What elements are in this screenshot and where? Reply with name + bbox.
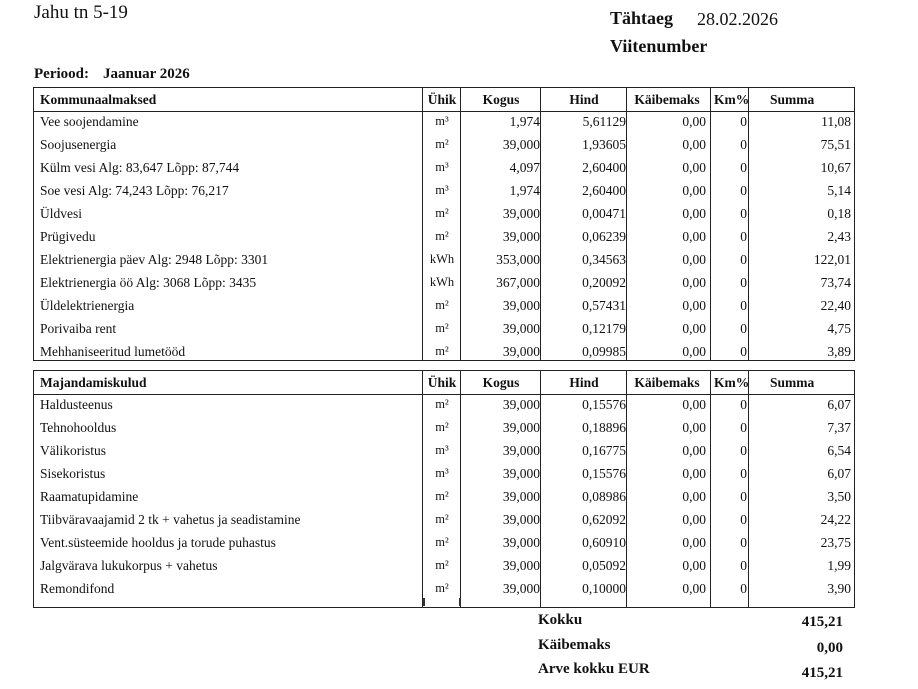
item-vat: 0,00 — [682, 443, 706, 458]
item-quantity: 39,000 — [502, 229, 540, 244]
item-price: 0,62092 — [582, 512, 626, 527]
total-label: Kokku — [538, 612, 583, 628]
item-km-percent: 0 — [740, 206, 747, 221]
table-row — [34, 508, 854, 531]
item-km-percent: 0 — [740, 183, 747, 198]
item-unit: m² — [435, 512, 449, 526]
item-sum: 75,51 — [820, 137, 851, 152]
item-unit: m² — [435, 321, 449, 335]
item-vat: 0,00 — [682, 397, 706, 412]
item-price: 0,09985 — [582, 344, 626, 359]
item-unit: m² — [435, 489, 449, 503]
totals-divider — [33, 607, 855, 608]
item-unit: m² — [435, 535, 449, 549]
column-header-km-percent: Km% — [714, 92, 750, 107]
item-unit: m² — [435, 420, 449, 434]
item-unit: m³ — [435, 160, 449, 174]
table-row — [34, 577, 854, 600]
item-unit: kWh — [429, 275, 455, 289]
item-vat: 0,00 — [682, 489, 706, 504]
item-name: Külm vesi Alg: 83,647 Lõpp: 87,744 — [40, 160, 240, 175]
item-sum: 5,14 — [827, 183, 851, 198]
item-quantity: 39,000 — [502, 558, 540, 573]
item-price: 2,60400 — [582, 183, 626, 198]
item-quantity: 1,974 — [509, 183, 540, 198]
reference-number-label: Viitenumber — [610, 36, 708, 56]
item-quantity: 39,000 — [502, 137, 540, 152]
item-km-percent: 0 — [740, 489, 747, 504]
table-row — [34, 179, 854, 202]
item-price: 0,18896 — [582, 420, 626, 435]
apartment-address: Jahu tn 5-19 — [34, 2, 128, 23]
item-sum: 6,07 — [827, 397, 851, 412]
total-value: 415,21 — [801, 614, 843, 630]
item-sum: 10,67 — [820, 160, 851, 175]
item-vat: 0,00 — [682, 581, 706, 596]
item-unit: m³ — [435, 443, 449, 457]
item-price: 0,15576 — [582, 466, 626, 481]
item-quantity: 4,097 — [509, 160, 540, 175]
management-header-row — [34, 371, 854, 394]
item-km-percent: 0 — [740, 535, 747, 550]
item-name: Tiibväravaajamid 2 tk + vahetus ja seadistamine — [40, 512, 301, 527]
item-sum: 4,75 — [827, 321, 851, 336]
utilities-table — [33, 87, 855, 361]
column-header-unit: Ühik — [427, 92, 457, 107]
item-price: 0,10000 — [582, 581, 626, 596]
item-sum: 2,43 — [827, 229, 851, 244]
item-sum: 6,07 — [827, 466, 851, 481]
item-km-percent: 0 — [740, 298, 747, 313]
table-row — [34, 202, 854, 225]
item-km-percent: 0 — [740, 443, 747, 458]
item-quantity: 39,000 — [502, 206, 540, 221]
item-name: Prügivedu — [40, 229, 96, 244]
item-km-percent: 0 — [740, 466, 747, 481]
item-unit: m² — [435, 229, 449, 243]
item-price: 0,16775 — [582, 443, 626, 458]
period-label: Periood: — [34, 66, 89, 82]
item-name: Elektrienergia päev Alg: 2948 Lõpp: 3301 — [40, 252, 269, 267]
column-tick-mid — [459, 598, 461, 606]
item-km-percent: 0 — [740, 558, 747, 573]
item-name: Soojusenergia — [40, 137, 117, 152]
item-price: 0,34563 — [582, 252, 626, 267]
item-vat: 0,00 — [682, 512, 706, 527]
item-price: 0,60910 — [582, 535, 626, 550]
item-unit: m² — [435, 206, 449, 220]
item-quantity: 39,000 — [502, 298, 540, 313]
item-vat: 0,00 — [682, 558, 706, 573]
table-row — [34, 133, 854, 156]
column-header-price: Hind — [569, 375, 599, 390]
item-price: 0,00471 — [582, 206, 626, 221]
item-name: Raamatupidamine — [40, 489, 139, 504]
item-vat: 0,00 — [682, 321, 706, 336]
table-row — [34, 110, 854, 133]
due-date-value: 28.02.2026 — [697, 9, 778, 29]
item-name: Sisekoristus — [40, 466, 106, 481]
item-price: 0,57431 — [582, 298, 626, 313]
management-title: Majandamiskulud — [40, 375, 147, 390]
table-row — [34, 294, 854, 317]
item-km-percent: 0 — [740, 420, 747, 435]
table-row — [34, 317, 854, 340]
table-row — [34, 340, 854, 363]
item-vat: 0,00 — [682, 229, 706, 244]
table-row — [34, 485, 854, 508]
table-row — [34, 225, 854, 248]
item-vat: 0,00 — [682, 275, 706, 290]
item-name: Vee soojendamine — [40, 114, 139, 129]
item-price: 0,20092 — [582, 275, 626, 290]
utilities-header-row — [34, 88, 854, 111]
item-name: Üldvesi — [40, 206, 82, 221]
item-quantity: 39,000 — [502, 420, 540, 435]
grand-total-label: Arve kokku EUR — [538, 661, 650, 677]
item-unit: m² — [435, 137, 449, 151]
item-sum: 7,37 — [827, 420, 851, 435]
table-row — [34, 439, 854, 462]
item-quantity: 39,000 — [502, 512, 540, 527]
column-header-vat: Käibemaks — [634, 375, 700, 390]
due-date-label: Tähtaeg — [610, 8, 673, 28]
item-vat: 0,00 — [682, 344, 706, 359]
item-name: Porivaiba rent — [40, 321, 117, 336]
item-sum: 11,08 — [821, 114, 851, 129]
utilities-title: Kommunaalmaksed — [40, 92, 157, 107]
item-km-percent: 0 — [740, 229, 747, 244]
item-name: Tehnohooldus — [40, 420, 117, 435]
item-name: Elektrienergia öö Alg: 3068 Lõpp: 3435 — [40, 275, 257, 290]
item-quantity: 39,000 — [502, 489, 540, 504]
item-price: 0,08986 — [582, 489, 626, 504]
item-quantity: 39,000 — [502, 397, 540, 412]
column-header-price: Hind — [569, 92, 599, 107]
item-quantity: 39,000 — [502, 535, 540, 550]
vat-total-value: 0,00 — [816, 640, 843, 656]
item-name: Haldusteenus — [40, 397, 113, 412]
billing-period — [34, 66, 190, 83]
item-sum: 24,22 — [820, 512, 851, 527]
item-sum: 1,99 — [827, 558, 851, 573]
table-row — [34, 271, 854, 294]
item-vat: 0,00 — [682, 206, 706, 221]
item-sum: 23,75 — [820, 535, 851, 550]
item-vat: 0,00 — [682, 114, 706, 129]
item-name: Mehhaniseeritud lumetööd — [40, 344, 186, 359]
item-quantity: 39,000 — [502, 344, 540, 359]
item-vat: 0,00 — [682, 183, 706, 198]
item-sum: 3,50 — [827, 489, 851, 504]
item-vat: 0,00 — [682, 466, 706, 481]
grand-total-value: 415,21 — [801, 665, 843, 681]
item-unit: m³ — [435, 114, 449, 128]
item-km-percent: 0 — [740, 114, 747, 129]
item-km-percent: 0 — [740, 252, 747, 267]
vat-total-label: Käibemaks — [538, 637, 611, 653]
column-header-km-percent: Km% — [714, 375, 750, 390]
item-unit: m³ — [435, 183, 449, 197]
item-unit: m² — [435, 344, 449, 358]
item-sum: 6,54 — [827, 443, 851, 458]
item-km-percent: 0 — [740, 321, 747, 336]
column-header-sum: Summa — [770, 92, 815, 107]
item-unit: m² — [435, 558, 449, 572]
item-quantity: 1,974 — [509, 114, 540, 129]
item-unit: m² — [435, 397, 449, 411]
item-unit: kWh — [429, 252, 455, 266]
item-name: Üldelektrienergia — [40, 298, 135, 313]
item-sum: 73,74 — [820, 275, 851, 290]
item-km-percent: 0 — [740, 512, 747, 527]
item-price: 0,05092 — [582, 558, 626, 573]
item-quantity: 367,000 — [496, 275, 540, 290]
item-quantity: 39,000 — [502, 581, 540, 596]
item-sum: 3,89 — [827, 344, 851, 359]
item-vat: 0,00 — [682, 420, 706, 435]
item-vat: 0,00 — [682, 535, 706, 550]
management-costs-table — [33, 370, 855, 607]
item-name: Soe vesi Alg: 74,243 Lõpp: 76,217 — [40, 183, 229, 198]
item-price: 0,12179 — [582, 321, 626, 336]
column-tick-left — [423, 598, 425, 606]
item-name: Vent.süsteemide hooldus ja torude puhastus — [40, 535, 276, 550]
table-row — [34, 554, 854, 577]
item-vat: 0,00 — [682, 137, 706, 152]
item-price: 0,06239 — [582, 229, 626, 244]
column-header-sum: Summa — [770, 375, 815, 390]
item-km-percent: 0 — [740, 344, 747, 359]
item-vat: 0,00 — [682, 252, 706, 267]
item-price: 0,15576 — [582, 397, 626, 412]
item-sum: 22,40 — [820, 298, 851, 313]
item-price: 1,93605 — [582, 137, 626, 152]
item-name: Remondifond — [40, 581, 115, 596]
column-header-vat: Käibemaks — [634, 92, 700, 107]
item-km-percent: 0 — [740, 397, 747, 412]
period-value: Jaanuar 2026 — [102, 66, 190, 82]
item-price: 2,60400 — [582, 160, 626, 175]
item-sum: 3,90 — [827, 581, 851, 596]
table-row — [34, 393, 854, 416]
item-name: Jalgvärava lukukorpus + vahetus — [40, 558, 218, 573]
table-row — [34, 156, 854, 179]
column-header-quantity: Kogus — [482, 375, 520, 390]
item-price: 5,61129 — [582, 114, 626, 129]
table-row — [34, 248, 854, 271]
item-vat: 0,00 — [682, 160, 706, 175]
item-km-percent: 0 — [740, 137, 747, 152]
item-quantity: 39,000 — [502, 443, 540, 458]
item-km-percent: 0 — [740, 581, 747, 596]
item-quantity: 39,000 — [502, 466, 540, 481]
item-unit: m² — [435, 298, 449, 312]
table-row — [34, 416, 854, 439]
column-header-unit: Ühik — [427, 375, 457, 390]
item-km-percent: 0 — [740, 275, 747, 290]
item-unit: m² — [435, 581, 449, 595]
item-sum: 122,01 — [813, 252, 851, 267]
item-vat: 0,00 — [682, 298, 706, 313]
item-quantity: 39,000 — [502, 321, 540, 336]
column-header-quantity: Kogus — [482, 92, 520, 107]
table-row — [34, 462, 854, 485]
item-unit: m³ — [435, 466, 449, 480]
item-quantity: 353,000 — [496, 252, 540, 267]
item-km-percent: 0 — [740, 160, 747, 175]
table-row — [34, 531, 854, 554]
item-name: Välikoristus — [40, 443, 106, 458]
item-sum: 0,18 — [827, 206, 851, 221]
